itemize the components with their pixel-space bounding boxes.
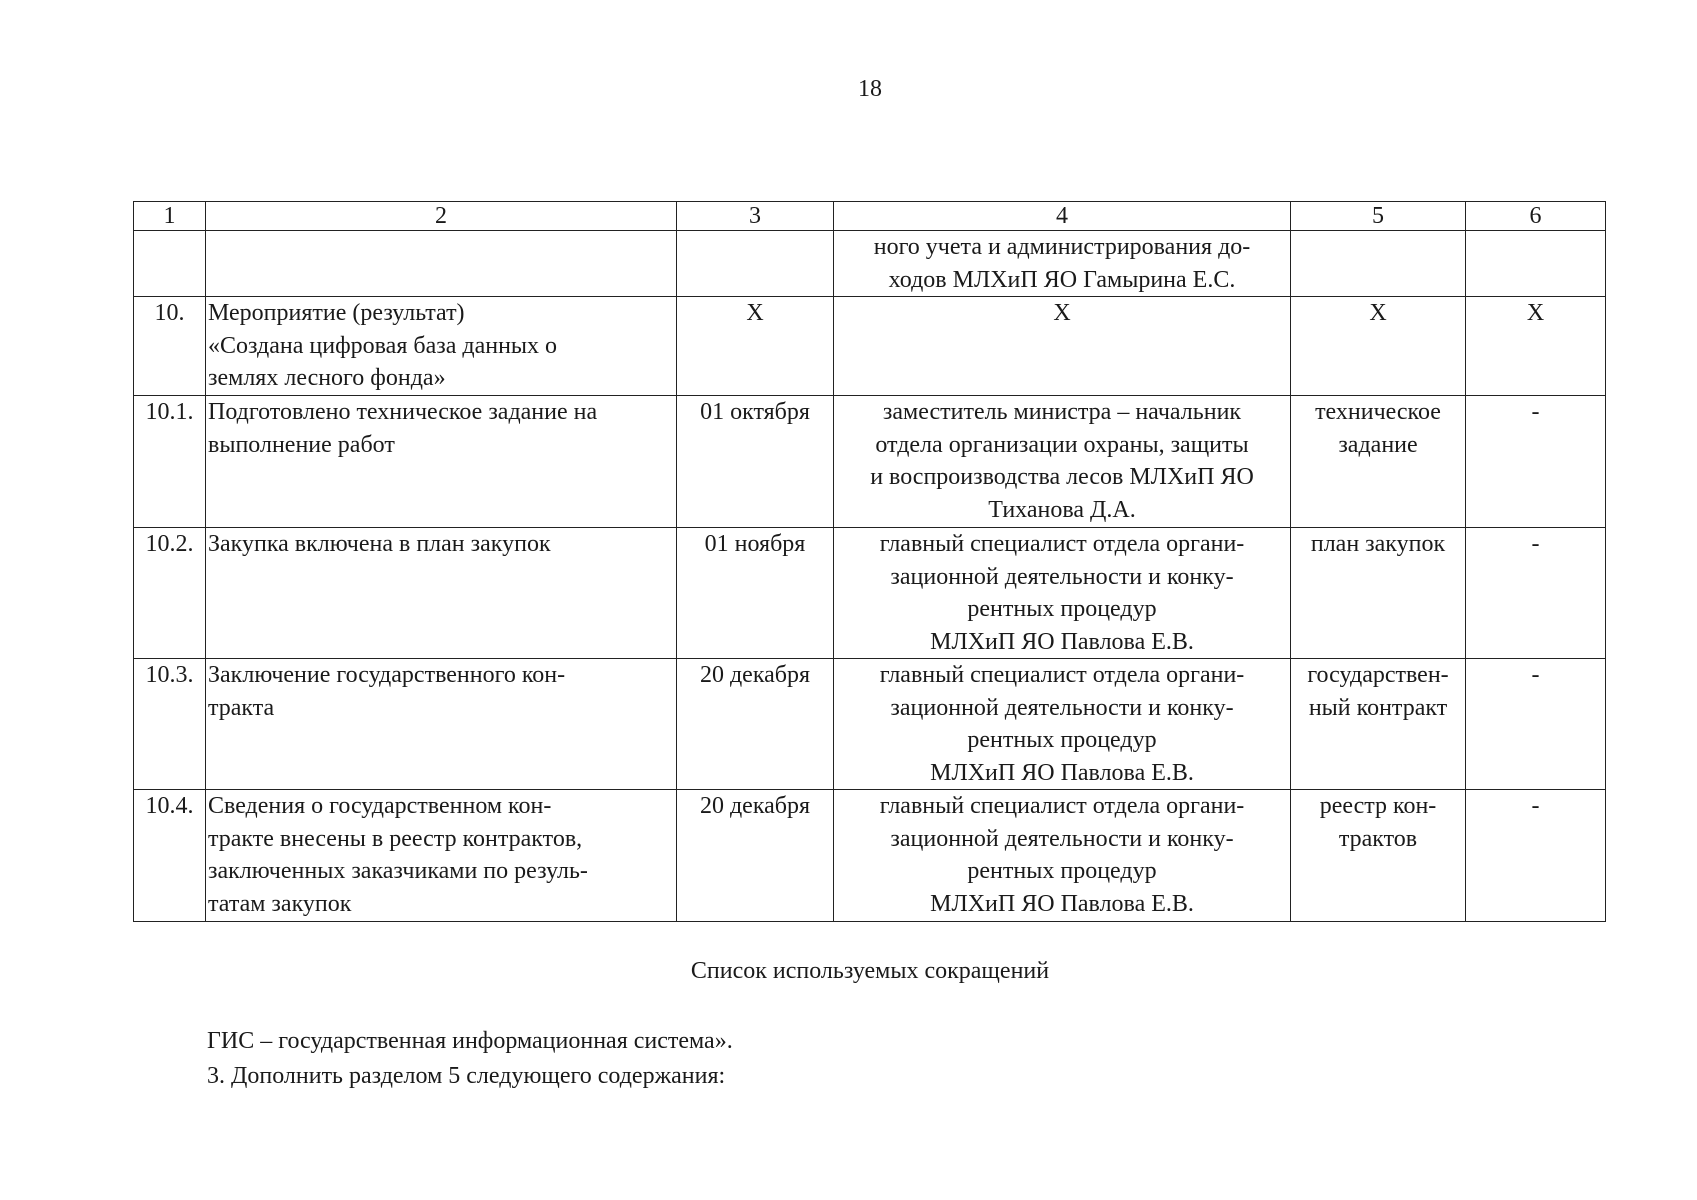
deadline: X	[677, 297, 834, 396]
extra: X	[1466, 297, 1606, 396]
responsible	[834, 659, 1291, 790]
text-line: «Создана цифровая база данных о	[208, 332, 558, 359]
event-name	[206, 396, 677, 528]
text-line: план закупок	[1310, 531, 1446, 557]
text-line: рентных процедур	[967, 727, 1157, 753]
deadline: 20 декабря	[677, 659, 834, 790]
extra: -	[1466, 528, 1606, 659]
text-line: МЛХиП ЯО Павлова Е.В.	[930, 628, 1194, 655]
text-line: выполнение работ	[208, 431, 395, 458]
responsible	[834, 297, 1291, 396]
deadline: 20 декабря	[677, 790, 834, 922]
events-table	[133, 201, 1606, 922]
text-line: Подготовлено техническое задание на	[208, 399, 598, 425]
row-number: 10.4.	[134, 790, 206, 922]
result-document	[1291, 659, 1466, 790]
column-number: 5	[1291, 202, 1466, 231]
extra: -	[1466, 396, 1606, 528]
deadline	[677, 231, 834, 297]
event-name	[206, 297, 677, 396]
text-line: трактов	[1338, 825, 1418, 852]
responsible	[834, 231, 1291, 297]
text-line: техническое	[1315, 399, 1441, 425]
text-line: МЛХиП ЯО Павлова Е.В.	[930, 759, 1194, 786]
event-name	[206, 790, 677, 922]
result-document	[1291, 790, 1466, 922]
table-row	[134, 297, 1606, 396]
text-line: землях лесного фонда»	[208, 365, 446, 391]
result-document	[1291, 231, 1466, 297]
table-row	[134, 528, 1606, 659]
text-line: реестр кон-	[1319, 793, 1437, 819]
event-name	[206, 528, 677, 659]
column-number: 4	[834, 202, 1291, 231]
text-line: Мероприятие (результат)	[208, 300, 465, 326]
text-line: Сведения о государственном кон-	[208, 793, 552, 819]
page-number: 18	[858, 76, 882, 102]
table-row	[134, 659, 1606, 790]
text-line: зационной деятельности и конку-	[890, 825, 1234, 852]
table-row	[134, 231, 1606, 297]
text-line: X	[1053, 300, 1071, 326]
result-document	[1291, 528, 1466, 659]
text-line: государствен-	[1307, 662, 1449, 688]
text-line: ный контракт	[1308, 694, 1448, 721]
table-row	[134, 790, 1606, 922]
text-line: отдела организации охраны, защиты	[875, 431, 1249, 458]
column-number: 2	[206, 202, 677, 231]
text-line: Заключение государственного кон-	[208, 662, 566, 688]
text-line: МЛХиП ЯО Павлова Е.В.	[930, 890, 1194, 917]
text-line: и воспроизводства лесов МЛХиП ЯО	[870, 464, 1254, 490]
column-number: 1	[134, 202, 206, 231]
deadline: 01 октября	[677, 396, 834, 528]
deadline: 01 ноября	[677, 528, 834, 659]
text-line: рентных процедур	[967, 858, 1157, 884]
responsible	[834, 396, 1291, 528]
responsible	[834, 790, 1291, 922]
paragraph: ГИС – государственная информационная система».	[207, 1028, 733, 1054]
row-number: 10.3.	[134, 659, 206, 790]
column-numbers-row	[134, 202, 1606, 231]
text-line: ного учета и администрирования до-	[873, 234, 1251, 260]
column-number: 3	[677, 202, 834, 231]
column-number: 6	[1466, 202, 1606, 231]
text-line: зационной деятельности и конку-	[890, 694, 1234, 721]
text-line: тракте внесены в реестр контрактов,	[208, 825, 583, 852]
text-line: главный специалист отдела органи-	[879, 662, 1245, 688]
text-line: тракта	[208, 694, 275, 721]
event-name	[206, 659, 677, 790]
event-name	[206, 231, 677, 297]
text-line: заключенных заказчиками по резуль-	[208, 858, 588, 884]
table-row	[134, 396, 1606, 528]
abbreviations-title: Список используемых сокращений	[690, 958, 1050, 984]
row-number	[134, 231, 206, 297]
text-line: X	[1369, 300, 1387, 326]
text-line: Закупка включена в план закупок	[208, 531, 551, 557]
text-line: татам закупок	[208, 890, 352, 917]
responsible	[834, 528, 1291, 659]
extra: -	[1466, 659, 1606, 790]
text-line: главный специалист отдела органи-	[879, 531, 1245, 557]
text-line: задание	[1338, 431, 1418, 458]
row-number: 10.	[134, 297, 206, 396]
text-line: Тиханова Д.А.	[988, 496, 1136, 523]
text-line: рентных процедур	[967, 596, 1157, 622]
text-line: ходов МЛХиП ЯО Гамырина Е.С.	[888, 266, 1236, 293]
text-line: зационной деятельности и конку-	[890, 563, 1234, 590]
result-document	[1291, 396, 1466, 528]
row-number: 10.2.	[134, 528, 206, 659]
text-line: заместитель министра – начальник	[882, 399, 1242, 425]
extra: -	[1466, 790, 1606, 922]
result-document	[1291, 297, 1466, 396]
paragraph: 3. Дополнить разделом 5 следующего содержания:	[207, 1063, 726, 1089]
text-line: главный специалист отдела органи-	[879, 793, 1245, 819]
extra	[1466, 231, 1606, 297]
row-number: 10.1.	[134, 396, 206, 528]
